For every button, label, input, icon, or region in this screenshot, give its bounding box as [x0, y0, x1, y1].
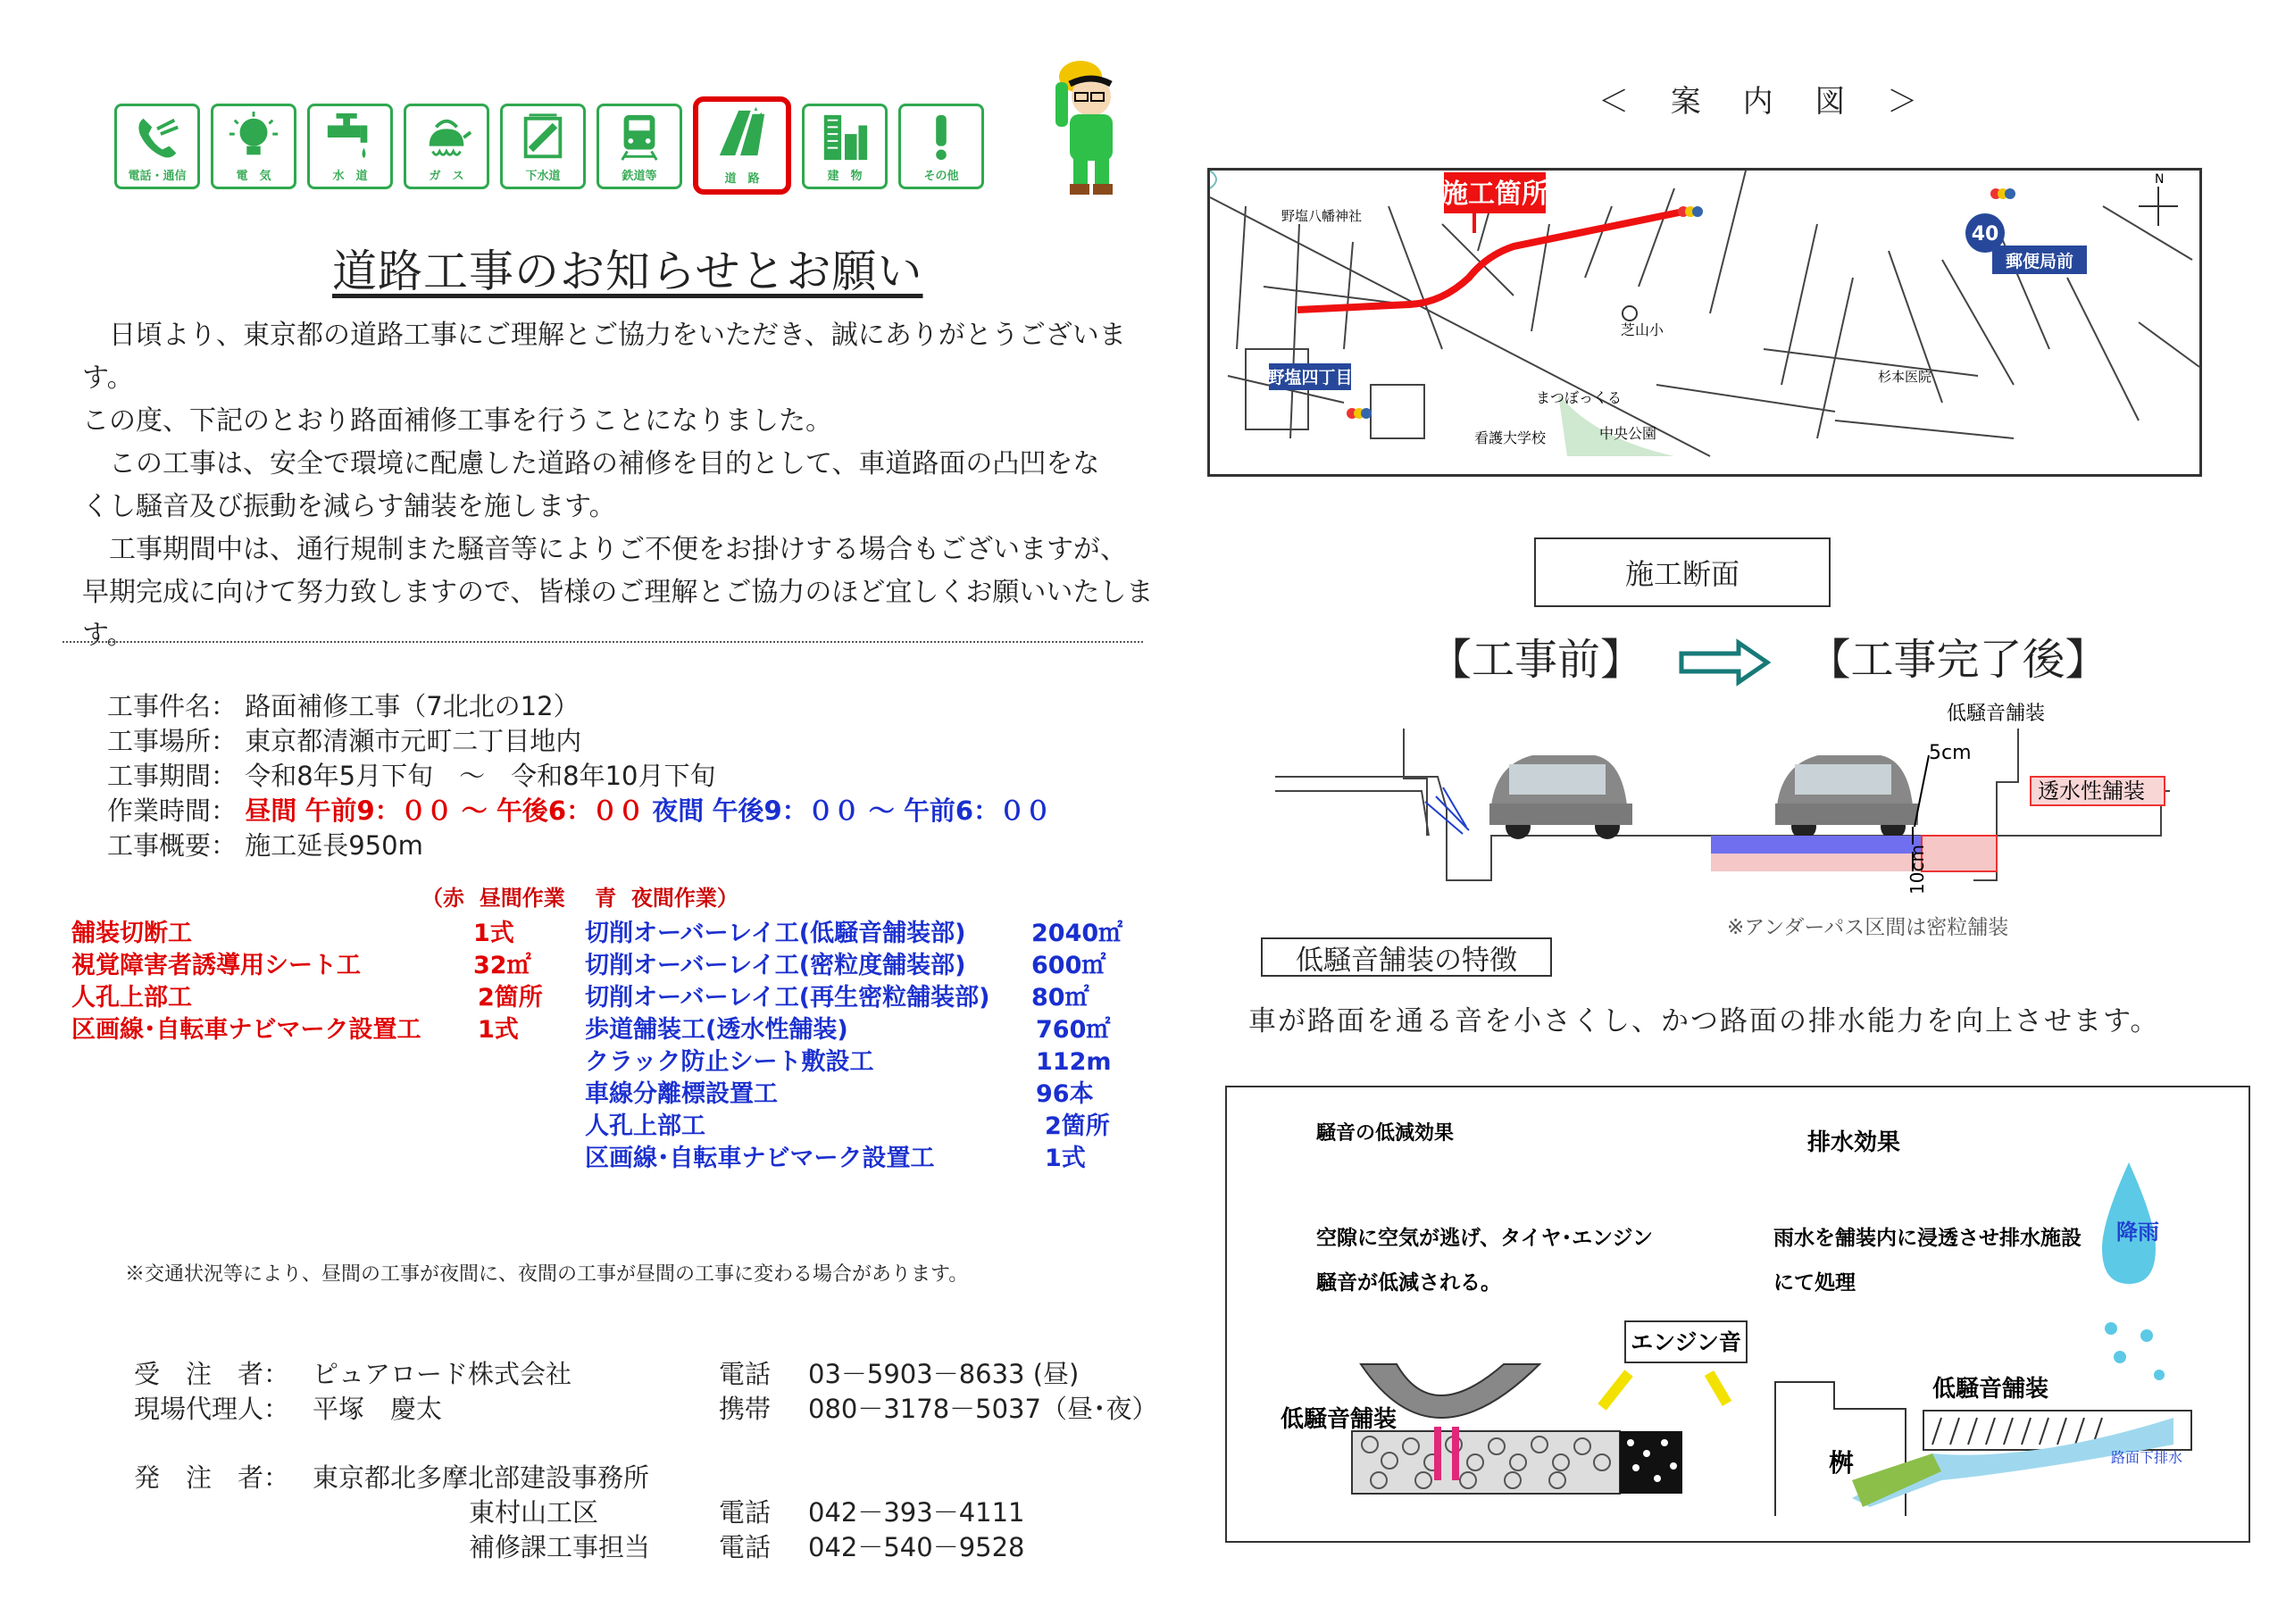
noise-title: 騒音の低減効果: [1316, 1122, 1455, 1145]
work-qty: 2箇所: [478, 984, 543, 1012]
before-label: 【工事前】: [1429, 635, 1644, 685]
contact-row: [134, 1392, 1157, 1427]
tel-number: 042－540－9528: [808, 1532, 1025, 1562]
legend-open: （赤: [421, 886, 464, 911]
work-qty: 1式: [473, 920, 514, 947]
low-noise-label: 低騒音舗装: [1947, 703, 2046, 725]
day-work-list: [71, 918, 543, 1046]
lightbulb-icon: [228, 112, 279, 163]
compass-icon: [2139, 187, 2178, 226]
category-label: その他: [923, 170, 959, 183]
effect-drawing: [1227, 1087, 2248, 1541]
night-hours: 午後9：００ ～ 午前6：００: [712, 795, 1052, 826]
category-railway: [597, 104, 682, 189]
category-label: 下水道: [525, 170, 561, 183]
category-label: 建 物: [827, 170, 863, 183]
tel-label: 電話: [719, 1532, 772, 1562]
category-other: [898, 104, 984, 189]
tel-number: 03－5903－8633 (昼): [808, 1359, 1080, 1389]
map-label-clinic: 杉本医院: [1878, 369, 1932, 385]
feature-title: 低騒音舗装の特徴: [1261, 937, 1552, 977]
intro-line: 早期完成に向けて努力致しますので、皆様のご理解とご協力のほど宜しくお願いいたしま: [82, 577, 1154, 608]
category-label: 水 道: [332, 170, 368, 183]
legend-night: 夜間作業）: [630, 886, 738, 911]
work-qty: 112m: [1036, 1048, 1112, 1076]
work-qty: 1式: [478, 1016, 519, 1044]
legend-day: 昼間作業: [479, 886, 565, 911]
divider: [63, 641, 1143, 643]
thickness-10cm: 10cm: [1906, 845, 1928, 895]
map-label-nursing: 看護大学校: [1474, 429, 1547, 446]
list-item: [71, 982, 543, 1014]
map-label-school: 芝山小: [1621, 321, 1664, 338]
drain-desc-1: 雨水を舗装内に浸透させ排水施設: [1773, 1227, 2082, 1250]
permeable-label: 透水性舗装: [2038, 779, 2145, 804]
list-item: [585, 1014, 1122, 1046]
noise-desc-1: 空隙に空気が逃げ、タイヤ･エンジン: [1316, 1227, 1653, 1250]
work-item: 車線分離標設置工: [585, 1080, 778, 1108]
contact-name: 東村山工区: [469, 1497, 599, 1528]
work-item: 区画線･自転車ナビマーク設置工: [71, 1016, 421, 1044]
site-label: 施工箇所: [1441, 179, 1548, 210]
list-item: [585, 1143, 1122, 1175]
work-item: 視覚障害者誘導用シート工: [71, 952, 361, 979]
basin-label: 桝: [1829, 1448, 1855, 1478]
night-label: 夜間: [652, 795, 705, 826]
info-name-row: [107, 689, 1051, 724]
work-item: 切削オーバーレイ工(再生密粒舗装部): [585, 984, 990, 1012]
tel-label: 電話: [719, 1497, 772, 1528]
road-icon: [716, 107, 768, 159]
sound-arrow-icon: [1602, 1373, 1727, 1407]
info-label: 工事場所：: [107, 726, 238, 756]
contact-name: ピュアロード株式会社: [313, 1359, 572, 1389]
car-after-icon: [1775, 755, 1918, 839]
list-item: [71, 950, 543, 982]
work-item: 歩道舗装工(透水性舗装): [585, 1016, 848, 1044]
work-item: 切削オーバーレイ工(低騒音舗装部): [585, 920, 966, 947]
cross-section-drawing: [1268, 702, 2179, 898]
work-item: 舗装切断工: [71, 920, 192, 947]
category-label: 道 路: [724, 172, 760, 186]
work-qty: 600㎡: [1031, 952, 1106, 979]
info-value: 令和8年5月下旬 ～ 令和8年10月下旬: [245, 761, 716, 791]
school-icon: [1623, 306, 1637, 321]
info-period-row: [107, 759, 1051, 794]
phone-icon: [131, 112, 183, 163]
raindrops-icon: [2105, 1322, 2165, 1380]
flow-label: 路面下排水: [2111, 1449, 2183, 1466]
category-label: 電 気: [236, 170, 271, 183]
category-label: ガ ス: [429, 170, 464, 183]
work-qty: 32㎡: [473, 952, 531, 979]
info-label: 工事件名：: [107, 691, 238, 721]
list-item: [585, 1111, 1122, 1143]
work-item: 区画線･自転車ナビマーク設置工: [585, 1145, 935, 1172]
guide-map: [1207, 168, 2202, 477]
map-label-shrine: 野塩八幡神社: [1281, 208, 1363, 224]
info-label: 作業時間：: [107, 795, 238, 826]
north-label: N: [2155, 172, 2165, 187]
day-label: 昼間: [245, 795, 297, 826]
work-item: 人孔上部工: [71, 984, 192, 1012]
effect-diagram: [1225, 1086, 2250, 1543]
intro-line: この度、下記のとおり路面補修工事を行うことになりました。: [82, 405, 832, 437]
tel-label: 電話: [719, 1359, 772, 1389]
list-item: [585, 950, 1122, 982]
info-label: 工事概要：: [107, 830, 238, 861]
info-value: 東京都清瀬市元町二丁目地内: [245, 726, 582, 756]
map-title: ＜ 案 内 図 ＞: [1598, 84, 1934, 120]
intro-line: 日頃より、東京都の道路工事にご理解とご協力をいただき、誠にありがとうございます。: [82, 320, 1126, 394]
car-before-icon: [1489, 755, 1632, 839]
work-qty: 2040㎡: [1031, 920, 1123, 947]
intro-line: この工事は、安全で環境に配慮した道路の補修を目的として、車道路面の凸凹をな: [82, 448, 1100, 479]
list-item: [585, 1046, 1122, 1079]
list-item: [71, 1014, 543, 1046]
pave2-label: 低騒音舗装: [1932, 1376, 2049, 1403]
underpass-note: ※アンダーパス区間は密粒舗装: [1727, 916, 2009, 939]
category-gas: [404, 104, 489, 189]
thickness-5cm: 5cm: [1929, 742, 1972, 764]
work-qty: 2箇所: [1045, 1112, 1110, 1140]
work-legend: [421, 880, 738, 912]
category-road: [693, 96, 791, 195]
intro-line: す。: [82, 620, 134, 651]
category-building: [802, 104, 888, 189]
work-qty: 80㎡: [1031, 984, 1089, 1012]
map-label-park: まつぼっくる: [1536, 389, 1623, 406]
drain-title: 排水効果: [1807, 1129, 1901, 1156]
rain-label: 降雨: [2116, 1220, 2159, 1245]
work-item: クラック防止シート敷設工: [585, 1048, 874, 1076]
feature-text: 車が路面を通る音を小さくし、かつ路面の排水能力を向上させます。: [1248, 1005, 2160, 1037]
info-value: 路面補修工事（7北北の12）: [245, 691, 580, 721]
intro-line: 工事期間中は、通行規制また騒音等によりご不便をお掛けする場合もございますが、: [82, 534, 1127, 565]
list-item: [585, 982, 1122, 1014]
contact-name: 東京都北多摩北部建設事務所: [313, 1462, 650, 1493]
work-item: 切削オーバーレイ工(密粒度舗装部): [585, 952, 966, 979]
tel-number: 080－3178－5037（昼･夜）: [808, 1394, 1158, 1424]
noise-desc-2: 騒音が低減される。: [1316, 1271, 1501, 1295]
arrow-right-icon: [1676, 637, 1774, 687]
category-phone: [114, 104, 200, 189]
info-summary-row: [107, 829, 1051, 863]
map-label-post: 郵便局前: [2005, 252, 2074, 271]
pave-label: 低騒音舗装: [1281, 1406, 1397, 1433]
contacts: [134, 1357, 1157, 1565]
contact-name: 補修課工事担当: [469, 1532, 651, 1562]
tel-label: 携帯: [719, 1394, 772, 1424]
train-icon: [613, 112, 665, 163]
before-after-header: [1429, 625, 2108, 687]
map-drawing: [1210, 171, 2199, 474]
contact-name: 平塚 慶太: [313, 1394, 443, 1424]
contact-row: [134, 1495, 1157, 1530]
day-hours: 午前9：００ ～ 午後6：００: [305, 795, 645, 826]
list-item: [71, 918, 543, 950]
worker-mascot-icon: [1050, 57, 1130, 200]
category-electric: [211, 104, 296, 189]
contact-label: 受 注 者：: [134, 1359, 290, 1389]
route-marker: 40: [1971, 223, 1999, 246]
exclamation-icon: [915, 112, 967, 163]
construction-info: [107, 689, 1051, 863]
category-label: 電話・通信: [128, 170, 187, 183]
page-title: 道路工事のお知らせとお願い: [332, 246, 923, 297]
list-item: [585, 1079, 1122, 1111]
work-qty: 96本: [1036, 1080, 1094, 1108]
info-hours-row: [107, 794, 1051, 829]
work-qty: 1式: [1045, 1145, 1086, 1172]
info-value: 施工延長950m: [245, 830, 423, 861]
category-water: [307, 104, 393, 189]
legend-blue: 青: [595, 886, 617, 911]
tel-number: 042－393－4111: [808, 1497, 1025, 1528]
contact-label: 現場代理人：: [134, 1394, 290, 1424]
contact-label: 発 注 者：: [134, 1462, 290, 1493]
list-item: [585, 918, 1122, 950]
intro-text: [82, 314, 1163, 657]
intro-line: くし騒音及び振動を減らす舗装を施します。: [82, 491, 616, 522]
drain-desc-2: にて処理: [1773, 1271, 1856, 1295]
contact-row: [134, 1461, 1157, 1495]
map-label-yoshio: 野塩四丁目: [1267, 368, 1353, 387]
category-label: 鉄道等: [622, 170, 657, 183]
category-sewer: [500, 104, 586, 189]
kettle-icon: [421, 112, 472, 163]
traffic-note: ※交通状況等により、昼間の工事が夜間に、夜間の工事が昼間の工事に変わる場合があります。: [125, 1263, 969, 1286]
building-icon: [819, 112, 871, 163]
after-label: 【工事完了後】: [1807, 635, 2108, 685]
faucet-icon: [324, 112, 376, 163]
night-work-list: [585, 918, 1122, 1175]
engine-label: エンジン音: [1631, 1329, 1741, 1355]
section-title: 施工断面: [1534, 537, 1831, 607]
map-label-central-park: 中央公園: [1599, 425, 1657, 442]
work-item: 人孔上部工: [585, 1112, 705, 1140]
info-place-row: [107, 724, 1051, 759]
category-icon-bar: [114, 104, 984, 195]
info-label: 工事期間：: [107, 761, 238, 791]
sewer-icon: [517, 112, 569, 163]
contact-row: [134, 1530, 1157, 1565]
contact-row: [134, 1357, 1157, 1392]
work-qty: 760㎡: [1036, 1016, 1111, 1044]
